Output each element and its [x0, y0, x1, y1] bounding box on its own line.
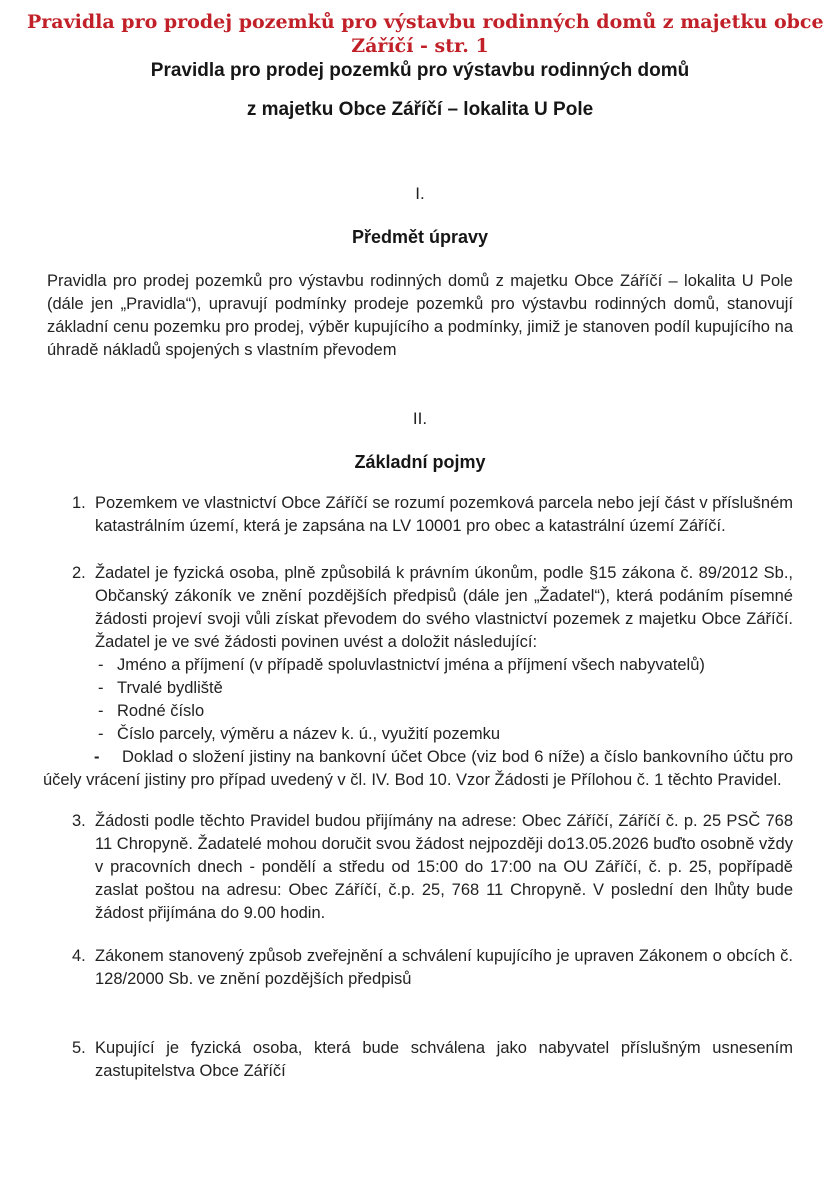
sub-bullet-5-text: Doklad o složení jistiny na bankovní účet Obce (viz bod 6 níže) a číslo bankovního účtu pro účely vrácení jistiny pro případ uvedený v čl. IV. Bod 10. Vzor Žádosti je Přílohou č. 1 těchto Pravidel.: [43, 748, 793, 789]
sub-bullet-2: [47, 677, 793, 700]
dash-marker: -: [98, 679, 104, 697]
list-item-1: [47, 492, 793, 538]
section1-heading: Předmět úpravy: [351, 227, 489, 247]
section2-heading: Základní pojmy: [354, 452, 486, 472]
list-item-4-number: 4.: [72, 947, 86, 965]
section2-numeral: II.: [412, 409, 428, 428]
list-item-1-text: Pozemkem ve vlastnictví Obce Záříčí se rozumí pozemková parcela nebo její část v příslušném katastrálním území, která je zapsána na LV 10001 pro obec a katastrální území Záříčí.: [95, 494, 793, 535]
list-item-2: [47, 562, 793, 654]
dash-marker: -: [94, 748, 100, 766]
list-item-2-number: 2.: [72, 564, 86, 582]
list-item-5-text: Kupující je fyzická osoba, která bude schválena jako nabyvatel příslušným usnesením zastupitelstva Obce Záříčí: [95, 1039, 793, 1080]
sub-bullet-1-text: Jméno a příjmení (v případě spoluvlastnictví jména a příjmení všech nabyvatelů): [117, 656, 705, 674]
page-header: [27, 10, 824, 58]
dash-marker: -: [98, 725, 104, 743]
sub-bullet-4: [47, 723, 793, 746]
section1-paragraph: Pravidla pro prodej pozemků pro výstavbu rodinných domů z majetku Obce Záříčí – lokalita U Pole (dále jen „Pravidla“), upravují podmínky prodeje pozemků pro výstavbu rodinných domů, stanovují základní cenu pozemku pro prodej, výběr kupujícího a podmínky, jimiž je stanoven podíl kupujícího na úhradě nákladů spojených s vlastním převodem: [47, 272, 793, 359]
list-item-2-text: Žadatel je fyzická osoba, plně způsobilá k právním úkonům, podle §15 zákona č. 89/2012 Sb., Občanský zákoník ve znění pozdějších předpisů (dále jen „Žadatel“), která podáním písemné žádosti projeví svoji vůli získat převodem do svého vlastnictví pozemek z majetku Obce Záříčí. Žadatel je ve své žádosti povinen uvést a doložit následující:: [95, 564, 793, 651]
sub-bullet-3: [47, 700, 793, 723]
list-item-3-text: Žádosti podle těchto Pravidel budou přijímány na adrese: Obec Záříčí, Záříčí č. p. 25 PSČ 768 11 Chropyně. Žadatelé mohou doručit svou žádost nejpozději do13.05.2026 buďto osobně vždy v pracovních dnech - pondělí a středu od 15:00 do 17:00 na OU Záříčí, č. p. 25, popřípadě zaslat poštou na adresu: Obec Záříčí, č.p. 25, 768 11 Chropyně. V poslední den lhůty bude žádost přijímána do 9.00 hodin.: [95, 812, 793, 922]
sub-bullet-1: [47, 654, 793, 677]
list-item-4: [47, 945, 793, 991]
red-title-line1: Pravidla pro prodej pozemků pro výstavbu rodinných domů z majetku obce: [27, 11, 824, 33]
red-title-line2: Záříčí - str. 1: [351, 35, 489, 57]
sub-bullet-3-text: Rodné číslo: [117, 702, 205, 720]
list-item-4-text: Zákonem stanovený způsob zveřejnění a schválení kupujícího je upraven Zákonem o obcích č. 128/2000 Sb. ve znění pozdějších předpisů: [95, 947, 793, 988]
document-title: Pravidla pro prodej pozemků pro výstavbu rodinných domů: [150, 60, 690, 81]
list-item-5-number: 5.: [72, 1039, 86, 1057]
list-item-3: [47, 810, 793, 925]
document-subtitle: z majetku Obce Záříčí – lokalita U Pole: [246, 99, 594, 120]
list-item-1-number: 1.: [72, 494, 86, 512]
dash-marker: -: [98, 656, 104, 674]
list-item-3-number: 3.: [72, 812, 86, 830]
list-item-5: [47, 1037, 793, 1083]
sub-bullet-2-text: Trvalé bydliště: [117, 679, 223, 697]
sub-bullet-4-text: Číslo parcely, výměru a název k. ú., využití pozemku: [117, 725, 501, 743]
dash-marker: -: [98, 702, 104, 720]
section1-numeral: I.: [415, 184, 425, 203]
sub-bullet-5-hanging: [43, 746, 793, 792]
